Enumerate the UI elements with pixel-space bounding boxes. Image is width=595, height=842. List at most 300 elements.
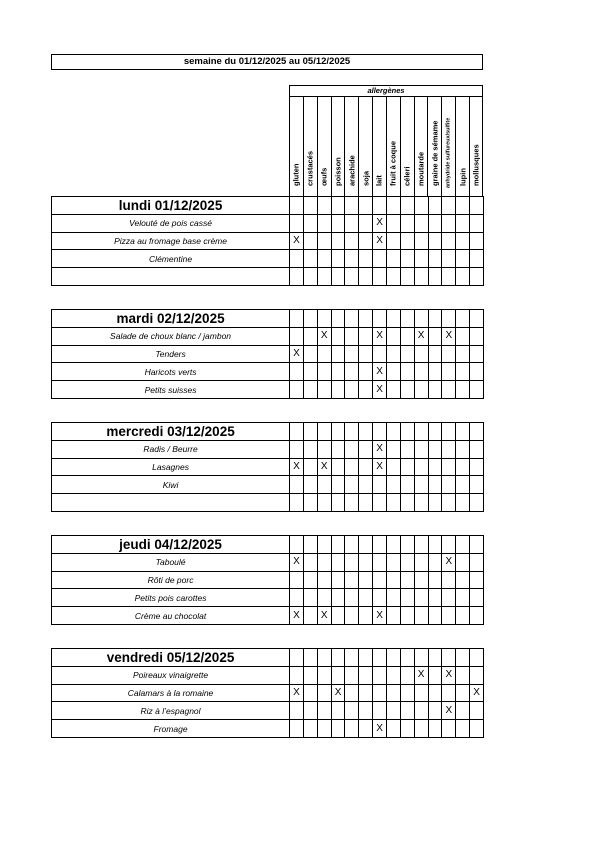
allergen-mark: [387, 458, 401, 476]
dish-name: Haricots verts: [52, 363, 290, 381]
allergen-mark: [345, 232, 359, 250]
empty-cell: [428, 310, 442, 328]
allergen-mark: [345, 214, 359, 232]
allergen-mark: [290, 702, 304, 720]
allergen-mark: [442, 589, 456, 607]
allergen-mark: X: [373, 363, 387, 381]
dish-name: Clémentine: [52, 250, 290, 268]
allergen-mark: [456, 232, 470, 250]
allergen-mark: [470, 702, 484, 720]
allergen-mark: [400, 363, 414, 381]
allergen-mark: [331, 214, 345, 232]
allergen-mark: X: [373, 381, 387, 399]
allergen-mark: [414, 381, 428, 399]
allergen-mark: [400, 458, 414, 476]
allergen-mark: [428, 571, 442, 589]
empty-cell: [359, 197, 373, 215]
allergen-mark: [387, 381, 401, 399]
allergen-mark: [414, 232, 428, 250]
allergen-mark: [414, 607, 428, 625]
dish-name: Petits suisses: [52, 381, 290, 399]
allergen-mark: X: [470, 684, 484, 702]
empty-cell: [400, 536, 414, 554]
allergen-mark: [470, 720, 484, 738]
allergen-mark: [290, 327, 304, 345]
allergen-mark: [387, 571, 401, 589]
allergen-mark: [470, 250, 484, 268]
allergen-mark: [317, 553, 331, 571]
empty-cell: [387, 197, 401, 215]
allergen-mark: [303, 232, 317, 250]
allergen-mark: [400, 553, 414, 571]
allergen-mark: [387, 702, 401, 720]
allergen-mark: [414, 250, 428, 268]
allergen-mark: [387, 684, 401, 702]
allergen-mark: X: [373, 327, 387, 345]
dish-row: [52, 476, 484, 494]
dish-row: [52, 345, 484, 363]
allergen-column-header: [469, 97, 483, 197]
day-menu-block: [51, 648, 484, 738]
allergen-mark: [456, 440, 470, 458]
allergen-mark: [373, 702, 387, 720]
allergen-mark: X: [414, 327, 428, 345]
allergen-mark: X: [290, 553, 304, 571]
allergen-mark: [428, 666, 442, 684]
allergen-mark: [303, 476, 317, 494]
day-title: lundi 01/12/2025: [52, 197, 290, 215]
allergen-mark: [428, 553, 442, 571]
empty-cell: [290, 197, 304, 215]
allergen-mark: X: [442, 702, 456, 720]
allergen-mark: [387, 476, 401, 494]
allergen-mark: [331, 553, 345, 571]
allergen-mark: [428, 607, 442, 625]
allergen-mark: [373, 476, 387, 494]
allergen-mark: [317, 476, 331, 494]
empty-cell: [400, 197, 414, 215]
allergen-mark: [331, 607, 345, 625]
allergen-mark: [442, 684, 456, 702]
allergen-mark: [456, 702, 470, 720]
allergen-mark: X: [373, 232, 387, 250]
dish-name: Tenders: [52, 345, 290, 363]
empty-cell: [442, 649, 456, 667]
allergen-mark: [414, 214, 428, 232]
dish-row: [52, 250, 484, 268]
allergen-label: poisson: [333, 156, 343, 186]
empty-cell: [428, 649, 442, 667]
allergen-mark: [456, 381, 470, 399]
allergen-mark: [317, 345, 331, 363]
allergen-mark: [345, 476, 359, 494]
allergen-mark: [345, 363, 359, 381]
allergen-mark: [428, 250, 442, 268]
allergen-mark: [442, 458, 456, 476]
allergen-mark: [442, 250, 456, 268]
empty-cell: [456, 536, 470, 554]
allergen-mark: X: [373, 607, 387, 625]
day-menu-block: [51, 196, 484, 286]
allergen-mark: [359, 214, 373, 232]
week-title: semaine du 01/12/2025 au 05/12/2025: [51, 54, 483, 70]
allergen-mark: [428, 494, 442, 512]
empty-cell: [345, 649, 359, 667]
allergen-mark: [303, 684, 317, 702]
empty-cell: [456, 310, 470, 328]
allergen-mark: [290, 268, 304, 286]
allergen-mark: [414, 553, 428, 571]
allergen-mark: [456, 666, 470, 684]
dish-row: [52, 458, 484, 476]
empty-cell: [345, 310, 359, 328]
allergen-mark: [400, 720, 414, 738]
allergen-mark: [303, 458, 317, 476]
allergen-label: mollusques: [471, 143, 481, 186]
allergen-mark: [414, 571, 428, 589]
allergen-mark: [331, 720, 345, 738]
allergen-mark: [387, 327, 401, 345]
allergen-mark: [303, 345, 317, 363]
allergen-mark: [428, 363, 442, 381]
allergen-mark: X: [442, 327, 456, 345]
allergen-mark: [400, 702, 414, 720]
dish-name: Salade de choux blanc / jambon: [52, 327, 290, 345]
allergen-mark: [359, 720, 373, 738]
empty-cell: [387, 423, 401, 441]
empty-cell: [387, 536, 401, 554]
day-menu-table: [51, 309, 484, 399]
empty-cell: [331, 310, 345, 328]
empty-cell: [359, 310, 373, 328]
empty-cell: [373, 197, 387, 215]
allergen-mark: [345, 494, 359, 512]
dish-row: [52, 440, 484, 458]
allergen-mark: [456, 684, 470, 702]
allergen-mark: [400, 250, 414, 268]
allergen-mark: [345, 666, 359, 684]
empty-cell: [373, 423, 387, 441]
day-menu-block: [51, 535, 484, 625]
empty-cell: [414, 423, 428, 441]
empty-cell: [414, 536, 428, 554]
empty-cell: [456, 197, 470, 215]
allergen-mark: [290, 250, 304, 268]
allergen-mark: X: [290, 607, 304, 625]
allergen-mark: [442, 268, 456, 286]
allergen-mark: [400, 476, 414, 494]
allergen-mark: [456, 327, 470, 345]
empty-cell: [345, 197, 359, 215]
allergen-label: céleri: [402, 165, 412, 186]
allergen-mark: [414, 589, 428, 607]
allergen-mark: [428, 440, 442, 458]
allergen-mark: [442, 720, 456, 738]
dish-row: [52, 720, 484, 738]
allergen-mark: [442, 214, 456, 232]
empty-cell: [470, 536, 484, 554]
empty-cell: [303, 536, 317, 554]
allergen-mark: [414, 476, 428, 494]
allergen-mark: [359, 232, 373, 250]
allergen-mark: [359, 666, 373, 684]
allergen-mark: [414, 494, 428, 512]
allergen-mark: [303, 214, 317, 232]
empty-cell: [359, 536, 373, 554]
allergen-mark: [317, 684, 331, 702]
empty-cell: [442, 536, 456, 554]
dish-name: Rôti de porc: [52, 571, 290, 589]
empty-cell: [470, 310, 484, 328]
allergen-mark: [470, 381, 484, 399]
allergen-mark: [387, 607, 401, 625]
allergen-mark: [317, 214, 331, 232]
allergen-mark: [345, 720, 359, 738]
allergen-mark: [442, 381, 456, 399]
allergen-mark: [303, 553, 317, 571]
day-header-row: [52, 310, 484, 328]
empty-cell: [456, 423, 470, 441]
allergen-mark: [456, 458, 470, 476]
allergen-mark: [345, 345, 359, 363]
empty-cell: [400, 649, 414, 667]
empty-cell: [317, 649, 331, 667]
allergen-column-header: [441, 97, 455, 197]
allergen-mark: [373, 494, 387, 512]
allergen-mark: [470, 553, 484, 571]
dish-row: [52, 232, 484, 250]
allergen-mark: [373, 666, 387, 684]
allergen-mark: [373, 268, 387, 286]
day-menu-table: [51, 648, 484, 738]
allergen-mark: [387, 363, 401, 381]
allergen-mark: [331, 232, 345, 250]
dish-row: [52, 381, 484, 399]
allergen-mark: [331, 363, 345, 381]
allergen-mark: [456, 363, 470, 381]
allergen-mark: X: [373, 440, 387, 458]
allergen-mark: [331, 589, 345, 607]
empty-cell: [331, 649, 345, 667]
day-menu-table: [51, 535, 484, 625]
allergen-column-header: [289, 97, 303, 197]
allergen-mark: [414, 684, 428, 702]
allergen-mark: [290, 494, 304, 512]
allergen-mark: [470, 268, 484, 286]
dish-row: [52, 589, 484, 607]
allergen-column-header: [400, 97, 414, 197]
allergen-mark: [400, 684, 414, 702]
allergen-mark: [345, 553, 359, 571]
dish-name: Poireaux vinaigrette: [52, 666, 290, 684]
allergen-mark: [373, 345, 387, 363]
allergen-label: soja: [360, 170, 370, 186]
dish-row: [52, 363, 484, 381]
allergen-title: allergènes: [289, 85, 483, 97]
allergen-mark: [400, 381, 414, 399]
empty-cell: [428, 197, 442, 215]
allergen-mark: [331, 458, 345, 476]
allergen-mark: [317, 440, 331, 458]
dish-name: Riz à l’espagnol: [52, 702, 290, 720]
allergen-mark: [359, 268, 373, 286]
allergen-label: graine de sémame: [430, 120, 440, 186]
allergen-mark: [345, 327, 359, 345]
allergen-mark: [400, 494, 414, 512]
dish-row: [52, 494, 484, 512]
allergen-mark: [428, 232, 442, 250]
allergen-mark: [387, 268, 401, 286]
empty-cell: [331, 536, 345, 554]
allergen-mark: [400, 214, 414, 232]
allergen-mark: [359, 607, 373, 625]
allergen-mark: [290, 571, 304, 589]
empty-cell: [290, 649, 304, 667]
allergen-mark: [317, 720, 331, 738]
allergen-label: crustacés: [305, 150, 315, 186]
allergen-mark: [373, 589, 387, 607]
empty-cell: [428, 423, 442, 441]
allergen-mark: [428, 214, 442, 232]
allergen-mark: [387, 250, 401, 268]
allergen-mark: [428, 381, 442, 399]
dish-row: [52, 214, 484, 232]
allergen-mark: [303, 571, 317, 589]
allergen-mark: [303, 440, 317, 458]
allergen-mark: [345, 440, 359, 458]
allergen-mark: X: [373, 458, 387, 476]
allergen-mark: [303, 589, 317, 607]
allergen-mark: [331, 571, 345, 589]
empty-cell: [303, 649, 317, 667]
empty-cell: [303, 197, 317, 215]
allergen-column-header: [303, 97, 317, 197]
allergen-mark: [414, 363, 428, 381]
allergen-mark: X: [290, 458, 304, 476]
allergen-label: fruit à coque: [388, 140, 398, 186]
allergen-mark: [428, 589, 442, 607]
allergen-mark: [387, 589, 401, 607]
allergen-mark: [470, 327, 484, 345]
day-title: vendredi 05/12/2025: [52, 649, 290, 667]
allergen-mark: [359, 381, 373, 399]
allergen-mark: [442, 440, 456, 458]
allergen-label: lupin: [457, 167, 467, 186]
allergen-mark: X: [373, 214, 387, 232]
allergen-mark: [400, 440, 414, 458]
dish-row: [52, 607, 484, 625]
allergen-mark: [400, 666, 414, 684]
allergen-column-header: [414, 97, 428, 197]
allergen-mark: X: [373, 720, 387, 738]
day-header-row: [52, 423, 484, 441]
allergen-mark: X: [290, 684, 304, 702]
empty-cell: [470, 649, 484, 667]
allergen-mark: [359, 702, 373, 720]
allergen-mark: [414, 702, 428, 720]
day-menu-table: [51, 422, 484, 512]
day-header-row: [52, 649, 484, 667]
allergen-mark: [345, 458, 359, 476]
allergen-mark: [387, 345, 401, 363]
allergen-mark: [456, 250, 470, 268]
allergen-mark: [317, 666, 331, 684]
allergen-mark: [470, 232, 484, 250]
empty-cell: [456, 649, 470, 667]
allergen-mark: [442, 607, 456, 625]
dish-name: Calamars à la romaine: [52, 684, 290, 702]
empty-cell: [290, 423, 304, 441]
allergen-mark: [331, 268, 345, 286]
allergen-mark: [456, 589, 470, 607]
allergen-mark: [303, 363, 317, 381]
allergen-mark: [470, 345, 484, 363]
empty-cell: [428, 536, 442, 554]
allergen-mark: [470, 214, 484, 232]
allergen-mark: [428, 702, 442, 720]
allergen-mark: [428, 720, 442, 738]
empty-cell: [400, 310, 414, 328]
dish-row: [52, 666, 484, 684]
allergen-label: gluten: [291, 163, 301, 186]
allergen-mark: [470, 666, 484, 684]
day-title: jeudi 04/12/2025: [52, 536, 290, 554]
allergen-mark: [470, 363, 484, 381]
empty-cell: [331, 423, 345, 441]
empty-cell: [317, 423, 331, 441]
allergen-mark: [428, 684, 442, 702]
allergen-mark: [414, 268, 428, 286]
allergen-mark: [400, 345, 414, 363]
allergen-mark: [387, 232, 401, 250]
dish-row: [52, 684, 484, 702]
empty-cell: [359, 423, 373, 441]
allergen-mark: [400, 571, 414, 589]
allergen-mark: [373, 571, 387, 589]
empty-cell: [317, 536, 331, 554]
allergen-mark: [414, 440, 428, 458]
empty-cell: [442, 423, 456, 441]
allergen-mark: [359, 363, 373, 381]
empty-cell: [359, 649, 373, 667]
allergen-mark: [470, 440, 484, 458]
day-menu-block: [51, 309, 484, 399]
dish-name: Fromage: [52, 720, 290, 738]
allergen-mark: [387, 666, 401, 684]
allergen-mark: [414, 458, 428, 476]
empty-cell: [373, 536, 387, 554]
allergen-mark: [331, 327, 345, 345]
dish-name: [52, 268, 290, 286]
empty-cell: [400, 423, 414, 441]
allergen-mark: [470, 571, 484, 589]
dish-name: Pizza au fromage base crème: [52, 232, 290, 250]
allergen-column-header: [427, 97, 441, 197]
allergen-mark: [359, 553, 373, 571]
empty-cell: [317, 197, 331, 215]
allergen-mark: [345, 268, 359, 286]
allergen-mark: [387, 440, 401, 458]
empty-cell: [331, 197, 345, 215]
empty-cell: [387, 649, 401, 667]
allergen-mark: [442, 363, 456, 381]
allergen-mark: [400, 232, 414, 250]
allergen-mark: X: [414, 666, 428, 684]
empty-cell: [442, 310, 456, 328]
allergen-mark: [387, 214, 401, 232]
allergen-column-header: [344, 97, 358, 197]
allergen-mark: X: [290, 345, 304, 363]
